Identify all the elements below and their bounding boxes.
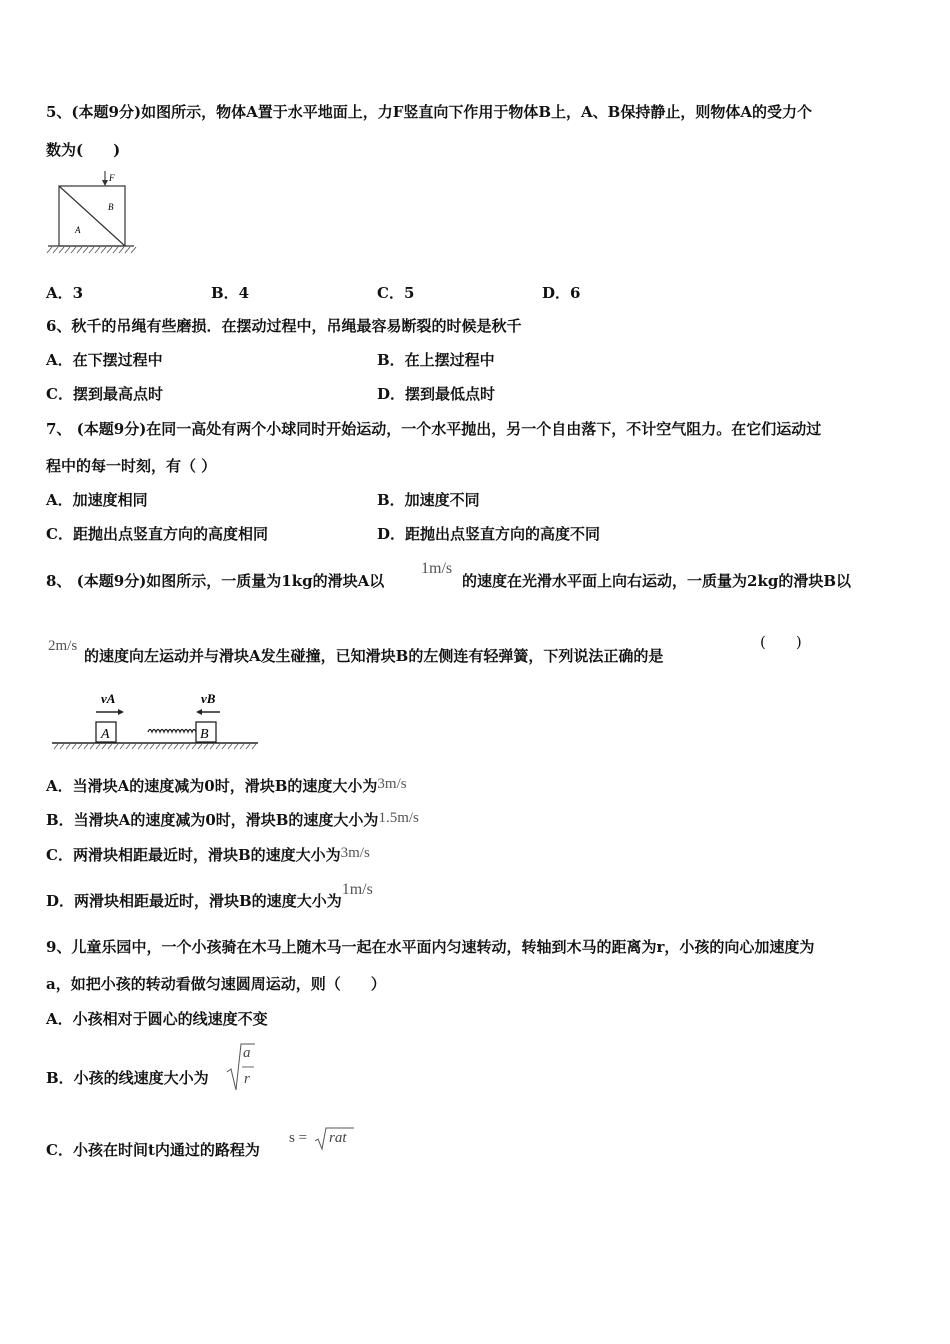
- q5-stem-line2: 数为( ): [46, 141, 121, 159]
- q6-stem: 6、秋千的吊绳有些磨损．在摆动过程中，吊绳最容易断裂的时候是秋千: [46, 317, 522, 335]
- q8-figure-block-a: A: [101, 727, 110, 742]
- q9-stem-line2: a，如把小孩的转动看做匀速圆周运动，则（ ）: [46, 975, 386, 993]
- q6-option-b[interactable]: B．在上摆过程中: [377, 351, 495, 369]
- q8-option-c[interactable]: [46, 845, 370, 866]
- q6-option-a[interactable]: A．在下摆过程中: [46, 351, 163, 369]
- q8-option-d[interactable]: [46, 881, 373, 912]
- q5-option-c[interactable]: C．5: [377, 284, 415, 302]
- q8-option-c-text: C．两滑块相距最近时，滑块B的速度大小为: [46, 846, 341, 864]
- q5-option-d[interactable]: D．6: [542, 284, 581, 302]
- q9-option-c-formula-lhs: s =: [289, 1130, 308, 1146]
- q8-figure-label-vb: vB: [201, 691, 216, 706]
- q9-option-b[interactable]: B．小孩的线速度大小为: [46, 1069, 209, 1087]
- q9-option-a[interactable]: A．小孩相对于圆心的线速度不变: [46, 1010, 268, 1028]
- q7-option-c[interactable]: C．距抛出点竖直方向的高度相同: [46, 525, 268, 543]
- q9-option-b-sqrt-sign: [225, 1040, 257, 1094]
- q5-figure-label-b: B: [108, 202, 114, 212]
- q8-figure: [52, 688, 262, 750]
- q5-stem-line1: 5、(本题9分)如图所示，物体A置于水平地面上，力F竖直向下作用于物体B上，A、B保持静止，则物体A的受力个: [46, 103, 812, 121]
- q8-stem-part1: 8、 (本题9分)如图所示，一质量为1kg的滑块A以: [46, 572, 385, 590]
- q9-option-c-radicand: rat: [329, 1130, 347, 1146]
- q7-option-b[interactable]: B．加速度不同: [377, 491, 480, 509]
- q8-answer-bracket: ( ): [760, 633, 802, 651]
- q5-figure-label-a: A: [75, 225, 81, 235]
- q9-option-c[interactable]: C．小孩在时间t内通过的路程为: [46, 1141, 260, 1159]
- q8-unit-vb: 2m/s: [48, 638, 78, 654]
- q8-stem-part3: 的速度向左运动并与滑块A发生碰撞，已知滑块B的左侧连有轻弹簧，下列说法正确的是: [84, 647, 664, 665]
- q8-option-b[interactable]: [46, 810, 419, 831]
- q8-figure-block-b: B: [200, 727, 209, 742]
- q5-figure-label-f: F: [109, 173, 115, 183]
- q8-figure-label-va: vA: [101, 691, 116, 706]
- q8-option-a-unit: 3m/s: [377, 776, 407, 792]
- q8-option-b-unit: 1.5m/s: [378, 810, 419, 826]
- q7-option-d[interactable]: D．距抛出点竖直方向的高度不同: [377, 525, 601, 543]
- q5-figure: [46, 170, 141, 258]
- q8-option-d-text: D．两滑块相距最近时，滑块B的速度大小为: [46, 892, 342, 910]
- q7-stem-line1: 7、 (本题9分)在同一高处有两个小球同时开始运动，一个水平抛出，另一个自由落下，不计空气阻力。在它们运动过: [46, 420, 822, 438]
- q7-stem-line2: 程中的每一时刻，有（ ）: [46, 457, 217, 475]
- q9-option-b-denominator: r: [244, 1071, 250, 1087]
- q8-option-a[interactable]: [46, 776, 407, 797]
- q5-option-a[interactable]: A．3: [46, 284, 84, 302]
- q8-option-c-unit: 3m/s: [340, 845, 370, 861]
- q9-stem-line1: 9、儿童乐园中，一个小孩骑在木马上随木马一起在水平面内匀速转动，转轴到木马的距离为r，小孩的向心加速度为: [46, 938, 815, 956]
- q6-option-c[interactable]: C．摆到最高点时: [46, 385, 163, 403]
- q8-stem-part2: 的速度在光滑水平面上向右运动，一质量为2kg的滑块B以: [462, 572, 851, 590]
- q5-option-b[interactable]: B．4: [211, 284, 250, 302]
- q9-option-b-numerator: a: [243, 1045, 251, 1061]
- q8-option-a-text: A．当滑块A的速度减为0时，滑块B的速度大小为: [46, 777, 378, 795]
- q7-option-a[interactable]: A．加速度相同: [46, 491, 148, 509]
- q8-option-b-text: B．当滑块A的速度减为0时，滑块B的速度大小为: [46, 811, 379, 829]
- q8-unit-va: 1m/s: [421, 560, 453, 577]
- q6-option-d[interactable]: D．摆到最低点时: [377, 385, 496, 403]
- q8-option-d-unit: 1m/s: [341, 881, 373, 898]
